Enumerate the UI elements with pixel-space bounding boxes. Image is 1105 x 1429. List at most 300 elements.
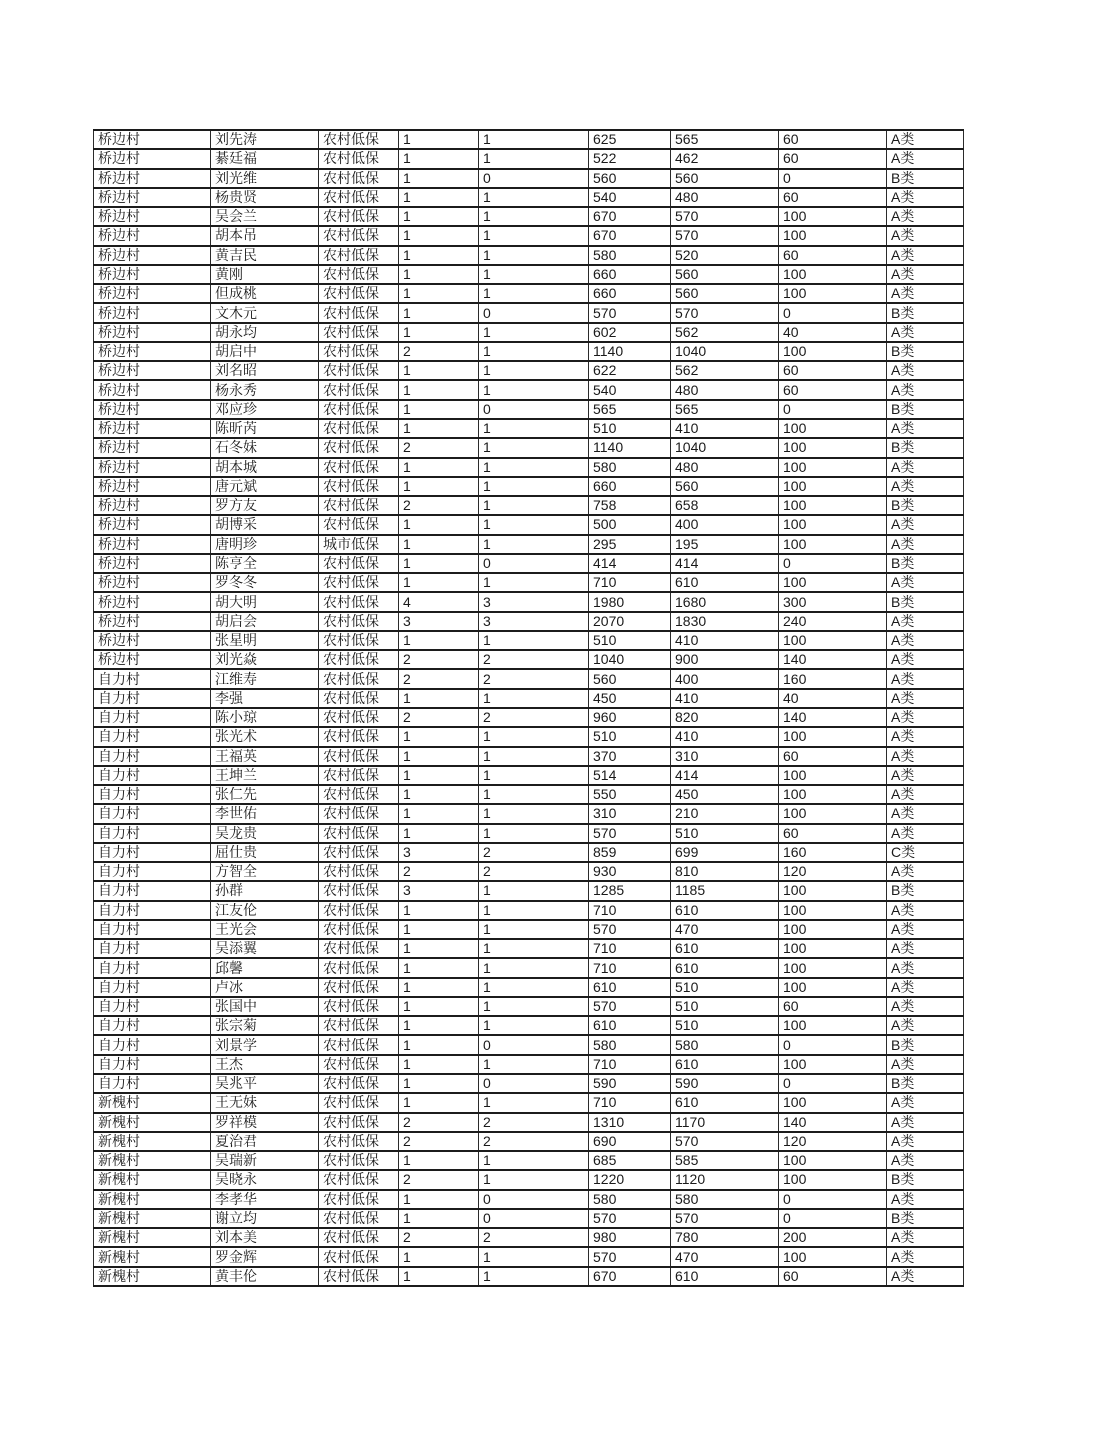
cell-count-1: 1 [399, 1055, 479, 1074]
cell-count-2: 1 [479, 881, 589, 900]
cell-count-1: 1 [399, 1074, 479, 1093]
table-row [94, 1113, 964, 1132]
cell-count-1: 2 [399, 1170, 479, 1189]
cell-amount-base: 610 [671, 1267, 779, 1286]
cell-count-1: 1 [399, 824, 479, 843]
cell-count-1: 1 [399, 901, 479, 920]
cell-person-name: 吴龙贵 [211, 824, 319, 843]
table-row [94, 843, 964, 862]
cell-category: A类 [887, 535, 964, 554]
cell-count-2: 3 [479, 612, 589, 631]
cell-person-name: 王光会 [211, 920, 319, 939]
cell-category: A类 [887, 1151, 964, 1170]
cell-count-1: 1 [399, 727, 479, 746]
cell-amount-subsidy: 100 [779, 939, 887, 958]
cell-welfare-type: 农村低保 [319, 1074, 399, 1093]
cell-amount-total: 540 [589, 188, 671, 207]
cell-amount-base: 610 [671, 573, 779, 592]
cell-count-1: 1 [399, 1247, 479, 1266]
cell-welfare-type: 农村低保 [319, 843, 399, 862]
cell-welfare-type: 农村低保 [319, 380, 399, 399]
cell-person-name: 陈小琼 [211, 708, 319, 727]
cell-village: 自力村 [94, 1035, 211, 1054]
table-row [94, 1055, 964, 1074]
cell-amount-total: 602 [589, 323, 671, 342]
cell-amount-base: 560 [671, 477, 779, 496]
cell-count-1: 1 [399, 1151, 479, 1170]
cell-welfare-type: 农村低保 [319, 130, 399, 149]
cell-category: B类 [887, 1209, 964, 1228]
cell-amount-total: 710 [589, 1055, 671, 1074]
cell-person-name: 但成桃 [211, 284, 319, 303]
cell-person-name: 卢冰 [211, 978, 319, 997]
cell-amount-total: 414 [589, 554, 671, 573]
cell-count-2: 1 [479, 804, 589, 823]
cell-person-name: 屈仕贵 [211, 843, 319, 862]
cell-amount-subsidy: 60 [779, 1267, 887, 1286]
cell-welfare-type: 农村低保 [319, 226, 399, 245]
cell-welfare-type: 农村低保 [319, 592, 399, 611]
cell-person-name: 黄刚 [211, 265, 319, 284]
cell-category: A类 [887, 1055, 964, 1074]
cell-category: B类 [887, 1035, 964, 1054]
cell-amount-base: 510 [671, 824, 779, 843]
cell-village: 自力村 [94, 843, 211, 862]
cell-village: 自力村 [94, 669, 211, 688]
cell-person-name: 綦廷福 [211, 149, 319, 168]
cell-welfare-type: 农村低保 [319, 785, 399, 804]
cell-person-name: 李孝华 [211, 1190, 319, 1209]
cell-amount-total: 310 [589, 804, 671, 823]
cell-welfare-type: 农村低保 [319, 573, 399, 592]
cell-category: B类 [887, 592, 964, 611]
cell-amount-total: 510 [589, 727, 671, 746]
cell-amount-total: 660 [589, 477, 671, 496]
cell-amount-subsidy: 100 [779, 265, 887, 284]
cell-person-name: 刘先涛 [211, 130, 319, 149]
cell-count-2: 1 [479, 939, 589, 958]
cell-amount-base: 610 [671, 901, 779, 920]
cell-welfare-type: 农村低保 [319, 631, 399, 650]
cell-count-1: 2 [399, 1113, 479, 1132]
cell-village: 桥边村 [94, 226, 211, 245]
cell-category: A类 [887, 727, 964, 746]
table-row [94, 1228, 964, 1247]
cell-amount-base: 480 [671, 458, 779, 477]
cell-village: 桥边村 [94, 361, 211, 380]
cell-person-name: 王无妹 [211, 1093, 319, 1112]
table-row [94, 400, 964, 419]
cell-person-name: 吴兆平 [211, 1074, 319, 1093]
cell-count-1: 1 [399, 1190, 479, 1209]
table-row [94, 361, 964, 380]
cell-amount-base: 699 [671, 843, 779, 862]
cell-count-1: 1 [399, 689, 479, 708]
cell-amount-subsidy: 60 [779, 188, 887, 207]
cell-count-2: 1 [479, 438, 589, 457]
cell-amount-total: 710 [589, 939, 671, 958]
cell-person-name: 胡本吊 [211, 226, 319, 245]
cell-person-name: 黄丰伦 [211, 1267, 319, 1286]
cell-amount-subsidy: 300 [779, 592, 887, 611]
cell-amount-base: 580 [671, 1190, 779, 1209]
cell-person-name: 吴晓永 [211, 1170, 319, 1189]
cell-amount-total: 550 [589, 785, 671, 804]
cell-amount-subsidy: 100 [779, 496, 887, 515]
cell-amount-base: 462 [671, 149, 779, 168]
cell-village: 桥边村 [94, 650, 211, 669]
cell-village: 新槐村 [94, 1247, 211, 1266]
cell-category: A类 [887, 458, 964, 477]
cell-count-2: 1 [479, 130, 589, 149]
cell-amount-total: 580 [589, 246, 671, 265]
cell-amount-subsidy: 60 [779, 130, 887, 149]
cell-count-1: 1 [399, 1016, 479, 1035]
cell-count-1: 1 [399, 554, 479, 573]
cell-welfare-type: 农村低保 [319, 747, 399, 766]
cell-amount-base: 565 [671, 400, 779, 419]
cell-count-2: 0 [479, 1074, 589, 1093]
cell-amount-total: 980 [589, 1228, 671, 1247]
welfare-roster-table [93, 129, 964, 1287]
cell-category: A类 [887, 515, 964, 534]
cell-amount-total: 510 [589, 631, 671, 650]
table-row [94, 1132, 964, 1151]
cell-village: 自力村 [94, 862, 211, 881]
cell-count-2: 2 [479, 862, 589, 881]
cell-person-name: 刘本美 [211, 1228, 319, 1247]
cell-village: 桥边村 [94, 265, 211, 284]
cell-amount-total: 580 [589, 1190, 671, 1209]
cell-amount-total: 560 [589, 669, 671, 688]
cell-person-name: 李世佑 [211, 804, 319, 823]
cell-count-1: 2 [399, 438, 479, 457]
cell-count-1: 1 [399, 515, 479, 534]
cell-amount-base: 480 [671, 380, 779, 399]
cell-category: A类 [887, 1247, 964, 1266]
cell-person-name: 吴会兰 [211, 207, 319, 226]
cell-count-1: 1 [399, 246, 479, 265]
cell-category: A类 [887, 901, 964, 920]
cell-person-name: 胡博采 [211, 515, 319, 534]
cell-amount-subsidy: 100 [779, 901, 887, 920]
cell-amount-base: 414 [671, 766, 779, 785]
cell-amount-base: 570 [671, 1132, 779, 1151]
cell-village: 桥边村 [94, 612, 211, 631]
table-row [94, 130, 964, 149]
cell-category: A类 [887, 246, 964, 265]
cell-amount-base: 585 [671, 1151, 779, 1170]
cell-amount-total: 540 [589, 380, 671, 399]
cell-village: 自力村 [94, 824, 211, 843]
cell-amount-base: 210 [671, 804, 779, 823]
cell-amount-total: 580 [589, 1035, 671, 1054]
cell-amount-total: 570 [589, 920, 671, 939]
cell-amount-subsidy: 100 [779, 438, 887, 457]
table-row [94, 554, 964, 573]
cell-category: B类 [887, 1074, 964, 1093]
cell-amount-subsidy: 0 [779, 1190, 887, 1209]
table-row [94, 265, 964, 284]
cell-welfare-type: 农村低保 [319, 1190, 399, 1209]
cell-amount-base: 1830 [671, 612, 779, 631]
cell-count-2: 1 [479, 188, 589, 207]
cell-count-1: 1 [399, 1035, 479, 1054]
cell-amount-base: 410 [671, 631, 779, 650]
cell-amount-total: 710 [589, 1093, 671, 1112]
cell-count-1: 1 [399, 747, 479, 766]
cell-welfare-type: 农村低保 [319, 554, 399, 573]
cell-amount-subsidy: 100 [779, 207, 887, 226]
table-row [94, 1074, 964, 1093]
cell-village: 新槐村 [94, 1209, 211, 1228]
cell-count-2: 0 [479, 1209, 589, 1228]
cell-person-name: 罗祥模 [211, 1113, 319, 1132]
cell-count-1: 1 [399, 804, 479, 823]
cell-amount-total: 710 [589, 573, 671, 592]
cell-category: A类 [887, 1016, 964, 1035]
cell-person-name: 刘光维 [211, 169, 319, 188]
cell-village: 桥边村 [94, 380, 211, 399]
cell-category: A类 [887, 323, 964, 342]
cell-amount-subsidy: 60 [779, 246, 887, 265]
cell-count-1: 1 [399, 284, 479, 303]
cell-count-2: 1 [479, 727, 589, 746]
cell-village: 新槐村 [94, 1267, 211, 1286]
cell-category: A类 [887, 747, 964, 766]
cell-village: 自力村 [94, 978, 211, 997]
cell-village: 桥边村 [94, 169, 211, 188]
cell-amount-subsidy: 60 [779, 149, 887, 168]
cell-village: 桥边村 [94, 130, 211, 149]
cell-village: 桥边村 [94, 246, 211, 265]
cell-amount-base: 610 [671, 958, 779, 977]
cell-category: A类 [887, 612, 964, 631]
cell-amount-total: 590 [589, 1074, 671, 1093]
cell-category: A类 [887, 419, 964, 438]
cell-count-2: 1 [479, 1093, 589, 1112]
cell-category: A类 [887, 1228, 964, 1247]
cell-amount-total: 660 [589, 284, 671, 303]
cell-amount-subsidy: 40 [779, 323, 887, 342]
cell-count-1: 1 [399, 169, 479, 188]
table-row [94, 1151, 964, 1170]
cell-welfare-type: 农村低保 [319, 1209, 399, 1228]
cell-count-1: 2 [399, 496, 479, 515]
cell-category: A类 [887, 1267, 964, 1286]
cell-village: 自力村 [94, 1055, 211, 1074]
cell-amount-total: 295 [589, 535, 671, 554]
cell-village: 桥边村 [94, 515, 211, 534]
table-row [94, 958, 964, 977]
cell-category: A类 [887, 380, 964, 399]
cell-category: A类 [887, 958, 964, 977]
cell-category: B类 [887, 881, 964, 900]
cell-amount-base: 562 [671, 323, 779, 342]
cell-amount-base: 410 [671, 419, 779, 438]
cell-amount-base: 510 [671, 997, 779, 1016]
cell-category: A类 [887, 708, 964, 727]
cell-category: A类 [887, 804, 964, 823]
table-row [94, 939, 964, 958]
cell-person-name: 王福英 [211, 747, 319, 766]
cell-village: 自力村 [94, 920, 211, 939]
cell-count-1: 1 [399, 207, 479, 226]
cell-village: 自力村 [94, 997, 211, 1016]
cell-amount-total: 370 [589, 747, 671, 766]
cell-amount-subsidy: 100 [779, 284, 887, 303]
cell-amount-total: 570 [589, 1209, 671, 1228]
cell-count-2: 0 [479, 303, 589, 322]
table-row [94, 997, 964, 1016]
cell-person-name: 江友伦 [211, 901, 319, 920]
table-row [94, 592, 964, 611]
cell-count-1: 1 [399, 400, 479, 419]
cell-village: 自力村 [94, 708, 211, 727]
table-row [94, 342, 964, 361]
cell-amount-total: 859 [589, 843, 671, 862]
cell-count-1: 1 [399, 361, 479, 380]
cell-welfare-type: 农村低保 [319, 419, 399, 438]
cell-amount-subsidy: 160 [779, 669, 887, 688]
cell-amount-total: 670 [589, 226, 671, 245]
table-row [94, 766, 964, 785]
cell-category: A类 [887, 477, 964, 496]
cell-count-1: 2 [399, 342, 479, 361]
cell-amount-subsidy: 120 [779, 1132, 887, 1151]
cell-village: 自力村 [94, 727, 211, 746]
cell-category: A类 [887, 862, 964, 881]
cell-amount-subsidy: 100 [779, 458, 887, 477]
cell-person-name: 罗金辉 [211, 1247, 319, 1266]
cell-amount-subsidy: 100 [779, 1055, 887, 1074]
cell-amount-total: 1040 [589, 650, 671, 669]
cell-amount-subsidy: 160 [779, 843, 887, 862]
cell-amount-total: 610 [589, 978, 671, 997]
cell-welfare-type: 农村低保 [319, 303, 399, 322]
cell-amount-base: 590 [671, 1074, 779, 1093]
cell-count-1: 1 [399, 1209, 479, 1228]
cell-count-2: 0 [479, 554, 589, 573]
cell-amount-total: 560 [589, 169, 671, 188]
table-row [94, 323, 964, 342]
cell-amount-subsidy: 0 [779, 554, 887, 573]
table-row [94, 207, 964, 226]
cell-amount-total: 758 [589, 496, 671, 515]
cell-amount-base: 410 [671, 689, 779, 708]
cell-village: 自力村 [94, 689, 211, 708]
cell-count-1: 1 [399, 920, 479, 939]
cell-welfare-type: 农村低保 [319, 1035, 399, 1054]
table-row [94, 650, 964, 669]
cell-welfare-type: 农村低保 [319, 496, 399, 515]
cell-welfare-type: 农村低保 [319, 342, 399, 361]
cell-category: A类 [887, 978, 964, 997]
cell-count-1: 4 [399, 592, 479, 611]
cell-count-2: 1 [479, 496, 589, 515]
cell-amount-subsidy: 100 [779, 573, 887, 592]
table-row [94, 1267, 964, 1286]
cell-amount-total: 1140 [589, 438, 671, 457]
table-row [94, 804, 964, 823]
cell-village: 自力村 [94, 747, 211, 766]
cell-category: A类 [887, 1093, 964, 1112]
cell-person-name: 吴瑞新 [211, 1151, 319, 1170]
cell-amount-total: 570 [589, 824, 671, 843]
cell-amount-base: 510 [671, 978, 779, 997]
cell-welfare-type: 农村低保 [319, 1247, 399, 1266]
cell-count-2: 0 [479, 1190, 589, 1209]
cell-village: 桥边村 [94, 400, 211, 419]
cell-count-1: 1 [399, 997, 479, 1016]
table-body [94, 130, 964, 1286]
cell-amount-subsidy: 100 [779, 1093, 887, 1112]
cell-welfare-type: 农村低保 [319, 708, 399, 727]
cell-amount-subsidy: 40 [779, 689, 887, 708]
cell-person-name: 江维寿 [211, 669, 319, 688]
cell-category: B类 [887, 303, 964, 322]
cell-amount-base: 658 [671, 496, 779, 515]
cell-amount-total: 510 [589, 419, 671, 438]
cell-category: A类 [887, 824, 964, 843]
cell-amount-subsidy: 60 [779, 380, 887, 399]
cell-person-name: 石冬妹 [211, 438, 319, 457]
cell-count-2: 1 [479, 323, 589, 342]
cell-amount-total: 1980 [589, 592, 671, 611]
table-row [94, 246, 964, 265]
cell-count-2: 0 [479, 169, 589, 188]
cell-amount-base: 1040 [671, 438, 779, 457]
cell-village: 桥边村 [94, 438, 211, 457]
cell-amount-subsidy: 100 [779, 226, 887, 245]
cell-amount-base: 560 [671, 169, 779, 188]
cell-category: A类 [887, 997, 964, 1016]
cell-amount-base: 560 [671, 265, 779, 284]
cell-count-1: 1 [399, 226, 479, 245]
cell-welfare-type: 农村低保 [319, 612, 399, 631]
cell-count-1: 2 [399, 650, 479, 669]
cell-village: 桥边村 [94, 323, 211, 342]
cell-amount-base: 900 [671, 650, 779, 669]
cell-category: A类 [887, 939, 964, 958]
cell-count-2: 1 [479, 573, 589, 592]
table-row [94, 901, 964, 920]
cell-person-name: 张国中 [211, 997, 319, 1016]
table-row [94, 978, 964, 997]
cell-count-2: 1 [479, 920, 589, 939]
cell-count-1: 3 [399, 881, 479, 900]
cell-count-1: 1 [399, 130, 479, 149]
cell-amount-base: 570 [671, 226, 779, 245]
cell-welfare-type: 农村低保 [319, 824, 399, 843]
cell-amount-subsidy: 100 [779, 727, 887, 746]
table-row [94, 496, 964, 515]
cell-count-2: 1 [479, 1016, 589, 1035]
cell-village: 自力村 [94, 881, 211, 900]
cell-category: A类 [887, 573, 964, 592]
table-row [94, 824, 964, 843]
cell-count-2: 2 [479, 843, 589, 862]
table-row [94, 920, 964, 939]
cell-amount-total: 670 [589, 207, 671, 226]
cell-count-1: 1 [399, 766, 479, 785]
cell-count-2: 2 [479, 650, 589, 669]
cell-category: B类 [887, 400, 964, 419]
cell-count-1: 3 [399, 843, 479, 862]
cell-amount-base: 820 [671, 708, 779, 727]
cell-count-2: 1 [479, 535, 589, 554]
cell-welfare-type: 农村低保 [319, 1228, 399, 1247]
